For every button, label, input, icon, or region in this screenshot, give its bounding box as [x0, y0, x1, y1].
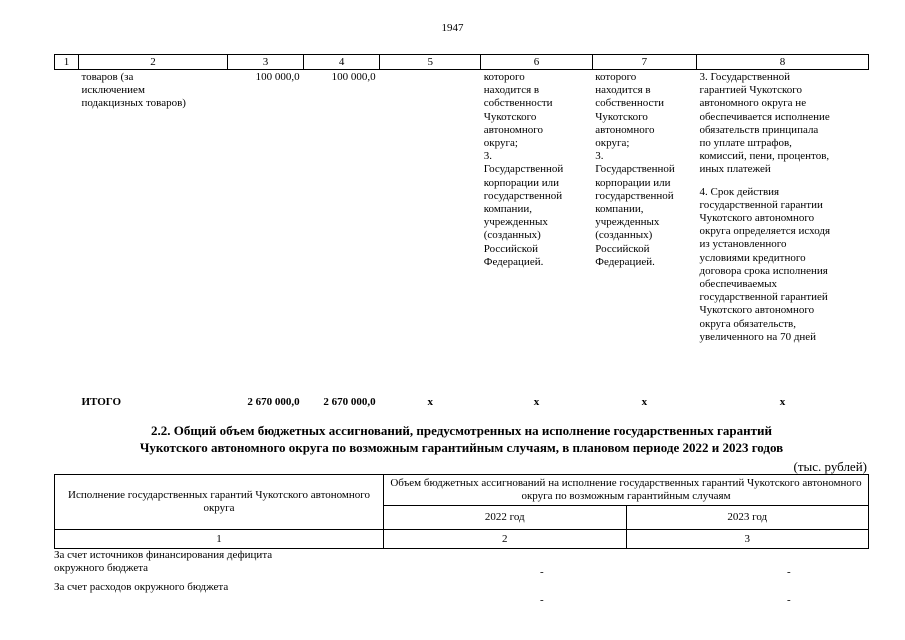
cell-amount: 100 000,0 — [255, 71, 300, 83]
total-cell-x: x — [427, 396, 433, 408]
total-amount: 2 670 000,0 — [247, 396, 300, 408]
header-year-2023: 2023 год — [626, 505, 869, 529]
total-cell-x: x — [779, 396, 786, 408]
allocation-rows — [54, 549, 869, 611]
header-cell: 3 — [228, 55, 304, 70]
table-row — [54, 549, 869, 581]
table-row — [55, 70, 869, 394]
total-amount-guarantee: 2 670 000,0 — [323, 396, 376, 408]
total-row — [55, 393, 869, 416]
total-cell-x: x — [533, 396, 540, 408]
header-cell: 8 — [696, 55, 868, 70]
cell-regress — [380, 70, 481, 394]
section-title: 2.2. Общий объем бюджетных ассигнований, предусмотренных на исполнение государственных гарантий Чукотского автономного округа по возможным гарантийным случаям, в плановом периоде 2022 и 2023 годов — [139, 423, 784, 455]
header-guarantee-execution: Исполнение государственных гарантий Чукотского автономного округа — [55, 475, 384, 530]
row-label: За счет источников финансирования дефицита окружного бюджета — [54, 549, 273, 574]
header-cell: 7 — [592, 55, 696, 70]
value-2022: - — [540, 566, 544, 578]
value-2023: - — [787, 566, 791, 578]
cell-number — [55, 70, 79, 394]
column-number: 1 — [55, 530, 384, 549]
cell-amount-guarantee: 100 000,0 — [331, 71, 376, 83]
column-number: 3 — [626, 530, 869, 549]
condition-paragraph-4: 4. Срок действия государственной гарантии Чукотского автономного округа определяется исходя из установленного условиями кредитного договора срока исполнения обеспечиваемых государственной гарантией Чукотского автономного округа обязательств, увеличенного на 70 дней — [699, 185, 831, 343]
header-year-2022: 2022 год — [384, 505, 627, 529]
header-cell: 6 — [481, 55, 593, 70]
page-number: 1947 — [441, 22, 464, 34]
assignments-table — [54, 54, 869, 416]
cell-principal-condition: которого находится в собственности Чукотского автономного округа; 3. Государственной корпорации или государственной компании, учрежденных (созданных) Российской Федерацией. — [483, 71, 564, 268]
table-number-row — [55, 530, 869, 549]
cell-beneficiary-condition: которого находится в собственности Чукотского автономного округа; 3. Государственной корпорации или государственной компании, учрежденных (созданных) Российской Федерацией. — [595, 71, 675, 268]
total-label: ИТОГО — [81, 396, 122, 408]
header-cell: 4 — [304, 55, 380, 70]
header-cell: 1 — [55, 55, 79, 70]
header-allocation-volume: Объем бюджетных ассигнований на исполнение государственных гарантий Чукотского автономного округа по возможным гарантийным случаям — [384, 475, 869, 506]
cell-purpose: товаров (за исключением подакцизных товаров) — [81, 71, 186, 110]
total-cell-x: x — [641, 396, 648, 408]
value-2023: - — [787, 594, 791, 606]
row-label: За счет расходов окружного бюджета — [54, 581, 229, 593]
table-header-row — [55, 55, 869, 70]
units-label: (тыс. рублей) — [793, 459, 867, 474]
cell-other-conditions — [696, 70, 868, 394]
header-cell: 5 — [380, 55, 481, 70]
budget-allocation-table — [54, 474, 869, 549]
value-2022: - — [540, 594, 544, 606]
condition-paragraph-3: 3. Государственной гарантией Чукотского автономного округа не обеспечивается исполнение обязательств принципала по уплате штрафов, комиссий, пени, процентов, иных платежей — [699, 71, 830, 176]
table-header-row — [55, 475, 869, 506]
header-cell: 2 — [78, 55, 227, 70]
column-number: 2 — [384, 530, 627, 549]
table-row — [54, 581, 869, 611]
